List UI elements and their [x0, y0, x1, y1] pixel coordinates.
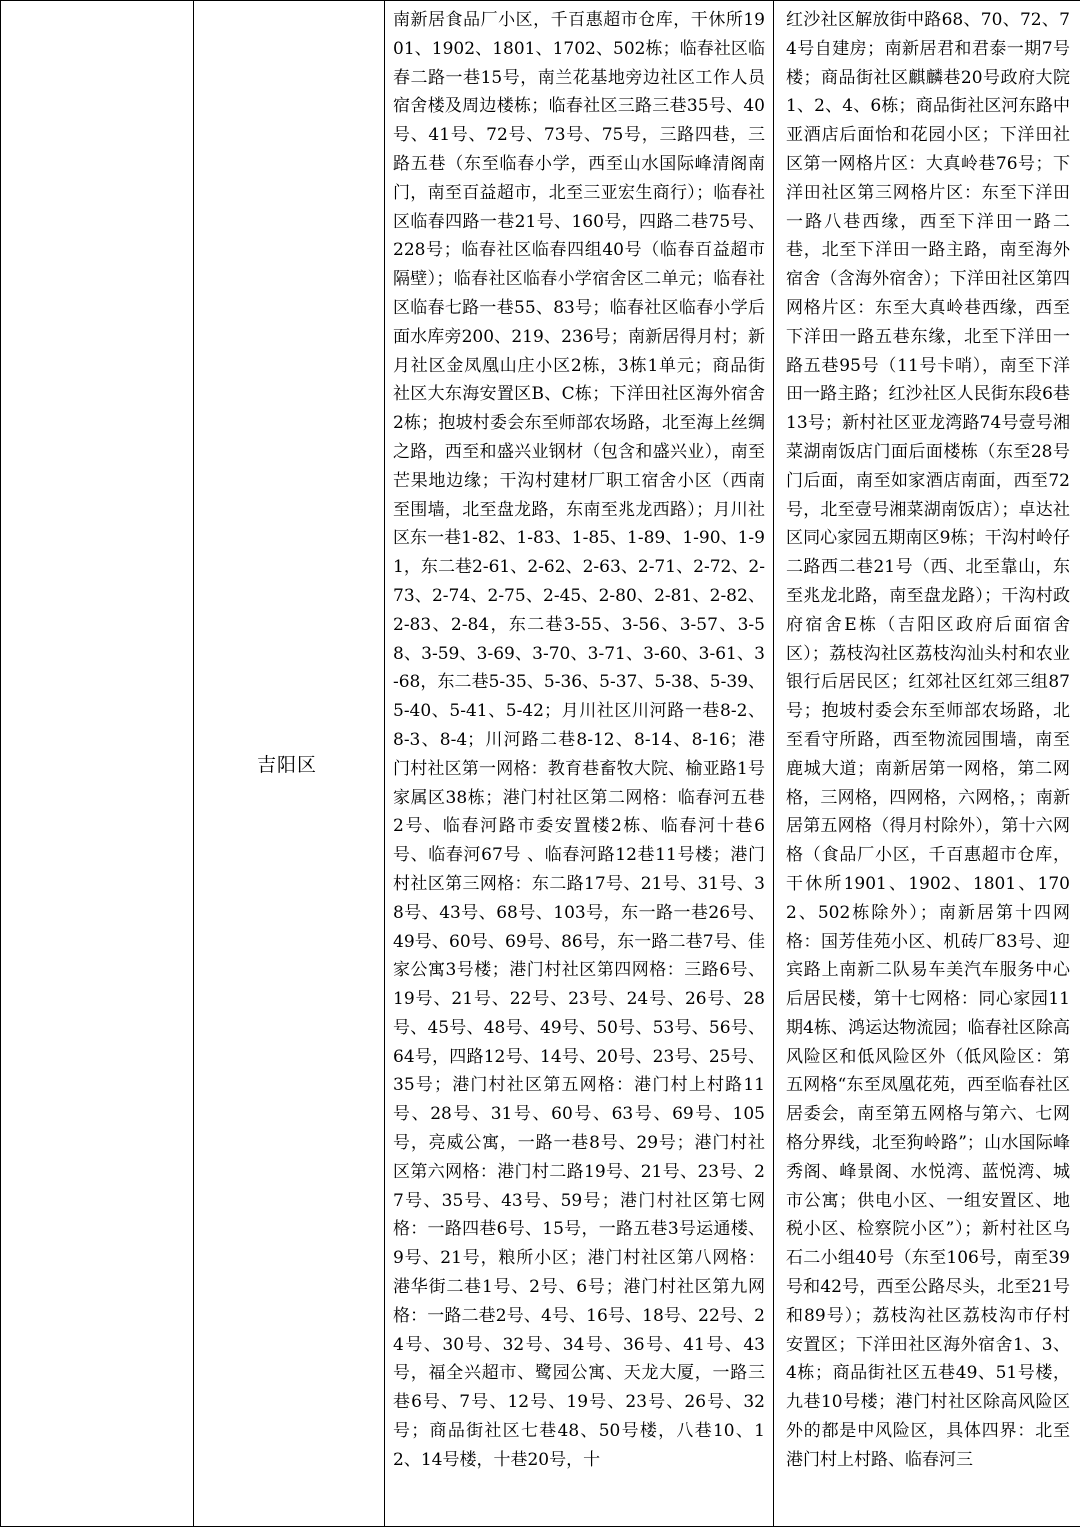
- right-column-text: 红沙社区解放街中路68、70、72、74号自建房；南新居君和君泰一期7号楼；商品街社区麒麟巷20号政府大院1、2、4、6栋；商品街社区河东路中亚酒店后面怡和花园小区；下洋田社区第一网格片区：大真岭巷76号；下洋田社区第三网格片区：东至下洋田一路八巷西缘，西至下洋田一路二巷，北至下洋田一路主路，南至海外宿舍（含海外宿舍）；下洋田社区第四网格片区：东至大真岭巷西缘，西至下洋田一路五巷东缘，北至下洋田一路五巷95号（11号卡哨），南至下洋田一路主路；红沙社区人民街东段6巷13号；新村社区亚龙湾路74号壹号湘菜湖南饭店门面后面楼栋（东至28号门后面，南至如家酒店南面，西至72号，北至壹号湘菜湖南饭店）；卓达社区同心家园五期南区9栋；干沟村岭仔二路西二巷21号（西、北至靠山，东至兆龙北路，南至盘龙路）；干沟村政府宿舍E栋（吉阳区政府后面宿舍区）；荔枝沟社区荔枝沟汕头村和农业银行后居民区；红郊社区红郊三组87号；抱坡村委会东至师部农场路，北至看守所路，西至物流园围墙，南至鹿城大道；南新居第一网格，第二网格，三网格，四网格，六网格，；南新居第五网格（得月村除外），第十六网格（食品厂小区，千百惠超市仓库，干休所1901、1902、1801、1702、502栋除外）；南新居第十四网格：国芳佳苑小区、机砖厂83号、迎宾路上南新二队易车美汽车服务中心后居民楼，第十七网格：同心家园11期4栋、鸿运达物流园；临春社区除高风险区和低风险区外（低风险区：第五网格“东至凤凰花苑，西至临春社区居委会，南至第五网格与第六、七网格分界线，北至狗岭路”；山水国际峰秀阁、峰景阁、水悦湾、蓝悦湾、城市公寓；供电小区、一组安置区、地税小区、检察院小区”）；新村社区乌石二小组40号（东至106号，南至39号和42号，西至公路尽头，北至21号和89号）；荔枝沟社区荔枝沟市仔村安置区；下洋田社区海外宿舍1、3、4栋；商品街社区五巷49、51号楼，九巷10号楼；港门村社区除高风险区外的都是中风险区，具体四界：北至港门村上村路、临春河三: [786, 10, 1070, 1470]
- district-name: 吉阳区: [256, 754, 317, 776]
- empty-index-cell: [1, 1, 194, 1527]
- middle-column-text: 南新居食品厂小区，千百惠超市仓库，干休所1901、1902、1801、1702、502栋；临春社区临春二路一巷15号，南兰花基地旁边社区工作人员宿舍楼及周边楼栋；临春社区三路三巷35号、40号、41号、72号、73号、75号，三路四巷，三路五巷（东至临春小学，西至山水国际峰清阁南门，南至百益超市，北至三亚宏生商行）；临春社区临春四路一巷21号、160号，四路二巷75号、228号；临春社区临春四组40号（临春百益超市隔壁）；临春社区临春小学宿舍区二单元；临春社区临春七路一巷55、83号；临春社区临春小学后面水库旁200、219、236号；南新居得月村；新月社区金凤凰山庄小区2栋，3栋1单元；商品街社区大东海安置区B、C栋；下洋田社区海外宿舍2栋；抱坡村委会东至师部农场路，北至海上丝绸之路，西至和盛兴业钢材（包含和盛兴业），南至芒果地边缘；干沟村建材厂职工宿舍小区（西南至围墙，北至盘龙路，东南至兆龙西路）；月川社区东一巷1-82、1-83、1-85、1-89、1-90、1-91，东二巷2-61、2-62、2-63、2-71、2-72、2-73、2-74、2-75、2-45、2-80、2-81、2-82、2-83、2-84，东二巷3-55、3-56、3-57、3-58、3-59、3-69、3-70、3-71、3-60、3-61、3-68，东二巷5-35、5-36、5-37、5-38、5-39、5-40、5-41、5-42；月川社区川河路一巷8-2、8-3、8-4；川河路二巷8-12、8-14、8-16；港门村社区第一网格：教育巷畜牧大院、榆亚路1号家属区38栋；港门村社区第二网格：临春河五巷2号、临春河路市委安置楼2栋、临春河十巷6号、临春河67号 、临春河路12巷11号楼；港门村社区第三网格：东二路17号、21号、31号、38号、43号、68号、103号，东一路一巷26号、49号、60号、69号、86号，东一路二巷7号、佳家公寓3号楼；港门村社区第四网格：三路6号、19号、21号、22号、23号、24号、26号、28号、45号、48号、49号、50号、53号、56号、64号，四路12号、14号、20号、23号、25号、35号；港门村社区第五网格：港门村上村路11号、28号、31号、60号、63号、69号、105号，亮威公寓，一路一巷8号、29号；港门村社区第六网格：港门村二路19号、21号、23号、27号、35号、43号、59号；港门村社区第七网格：一路四巷6号、15号，一路五巷3号运通楼、9号、21号，粮所小区；港门村社区第八网格：港华街二巷1号、2号、6号；港门村社区第九网格：一路二巷2号、4号、16号、18号、22号、24号、30号、32号、34号、36号、41号、43号，福全兴超市、鹭园公寓、天龙大厦，一路三巷6号、7号、12号、19号、23号、26号、32号；商品街社区七巷48、50号楼，八巷10、12、14号楼，十巷20号，十: [393, 10, 765, 1470]
